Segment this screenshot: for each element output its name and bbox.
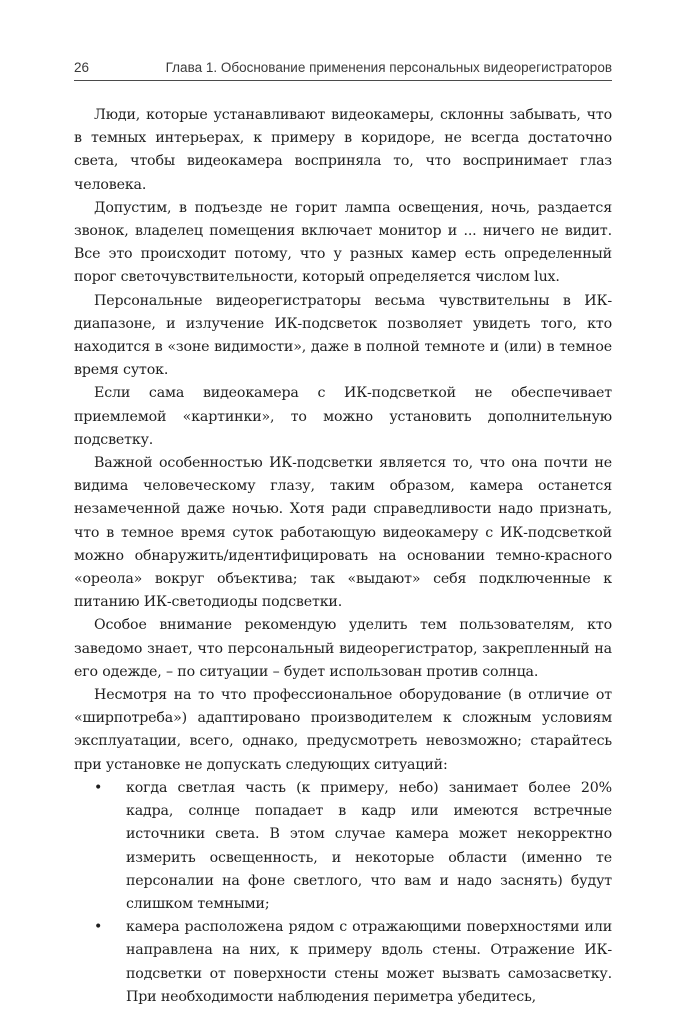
list-item	[74, 777, 612, 916]
page-header	[74, 58, 612, 81]
body-paragraph: Несмотря на то что профессиональное оборудование (в отличие от «ширпотреба») адаптировано производителем к сложным условиям эксплуатации, всего, однако, предусмотреть невозможно; старайтесь при установке не допускать следующих ситуаций:	[74, 687, 612, 773]
body-paragraph: Персональные видеорегистраторы весьма чувствительны в ИК-диапазоне, и излучение ИК-подсветок позволяет увидеть того, кто находится в «зоне видимости», даже в полной темноте и (или) в темное время суток.	[74, 292, 612, 379]
body-paragraph: Если сама видеокамера с ИК-подсветкой не обеспечивает приемлемой «картинки», то можно установить дополнительную подсветку.	[74, 385, 612, 448]
bullet-marker: •	[94, 779, 103, 796]
list-item	[74, 916, 612, 1009]
list-item-text: когда светлая часть (к примеру, небо) занимает более 20% кадра, солнце попадает в кадр или имеются встречные источники света. В этом случае камера может некорректно измерить освещенность, и некоторые области (именно те персоналии на фоне светлого, что вам и надо заснять) будут слишком темными;	[126, 779, 612, 912]
list-item-text: камера расположена рядом с отражающими поверхностями или направлена на них, к примеру вдоль стены. Отражение ИК-подсветки от поверхности стены может вызвать самозасветку. При необходимости наблюдения периметра убедитесь,	[126, 919, 612, 1005]
bullet-list	[74, 777, 612, 1009]
body-paragraph: Важной особенностью ИК-подсветки является то, что она почти не видима человеческому глазу, таким образом, камера останется незамеченной даже ночью. Хотя ради справедливости надо признать, что в темное время суток работающую видеокамеру с ИК-подсветкой можно обнаружить/идентифицировать на основании темно-красного «ореола» вокруг объектива; так «выдают» себя подключенные к питанию ИК-светодиоды подсветки.	[74, 455, 612, 611]
body-paragraph: Особое внимание рекомендую уделить тем пользователям, кто заведомо знает, что персональный видеорегистратор, закрепленный на его одежде, – по ситуации – будет использован против солнца.	[74, 617, 612, 680]
body-paragraph: Люди, которые устанавливают видеокамеры, склонны забывать, что в темных интерьерах, к примеру в коридоре, не всегда достаточно света, чтобы видеокамера восприняла то, что воспринимает глаз человека.	[74, 107, 612, 193]
body-paragraph: Допустим, в подъезде не горит лампа освещения, ночь, раздается звонок, владелец помещения включает монитор и ... ничего не видит. Все это происходит потому, что у разных камер есть определенный порог светочувствительности, который определяется числом lux.	[74, 199, 612, 286]
page-body	[74, 104, 612, 1009]
running-title: Глава 1. Обоснование применения персональных видеорегистраторов	[165, 60, 612, 75]
page-number: 26	[74, 60, 90, 75]
bullet-marker: •	[94, 919, 103, 936]
